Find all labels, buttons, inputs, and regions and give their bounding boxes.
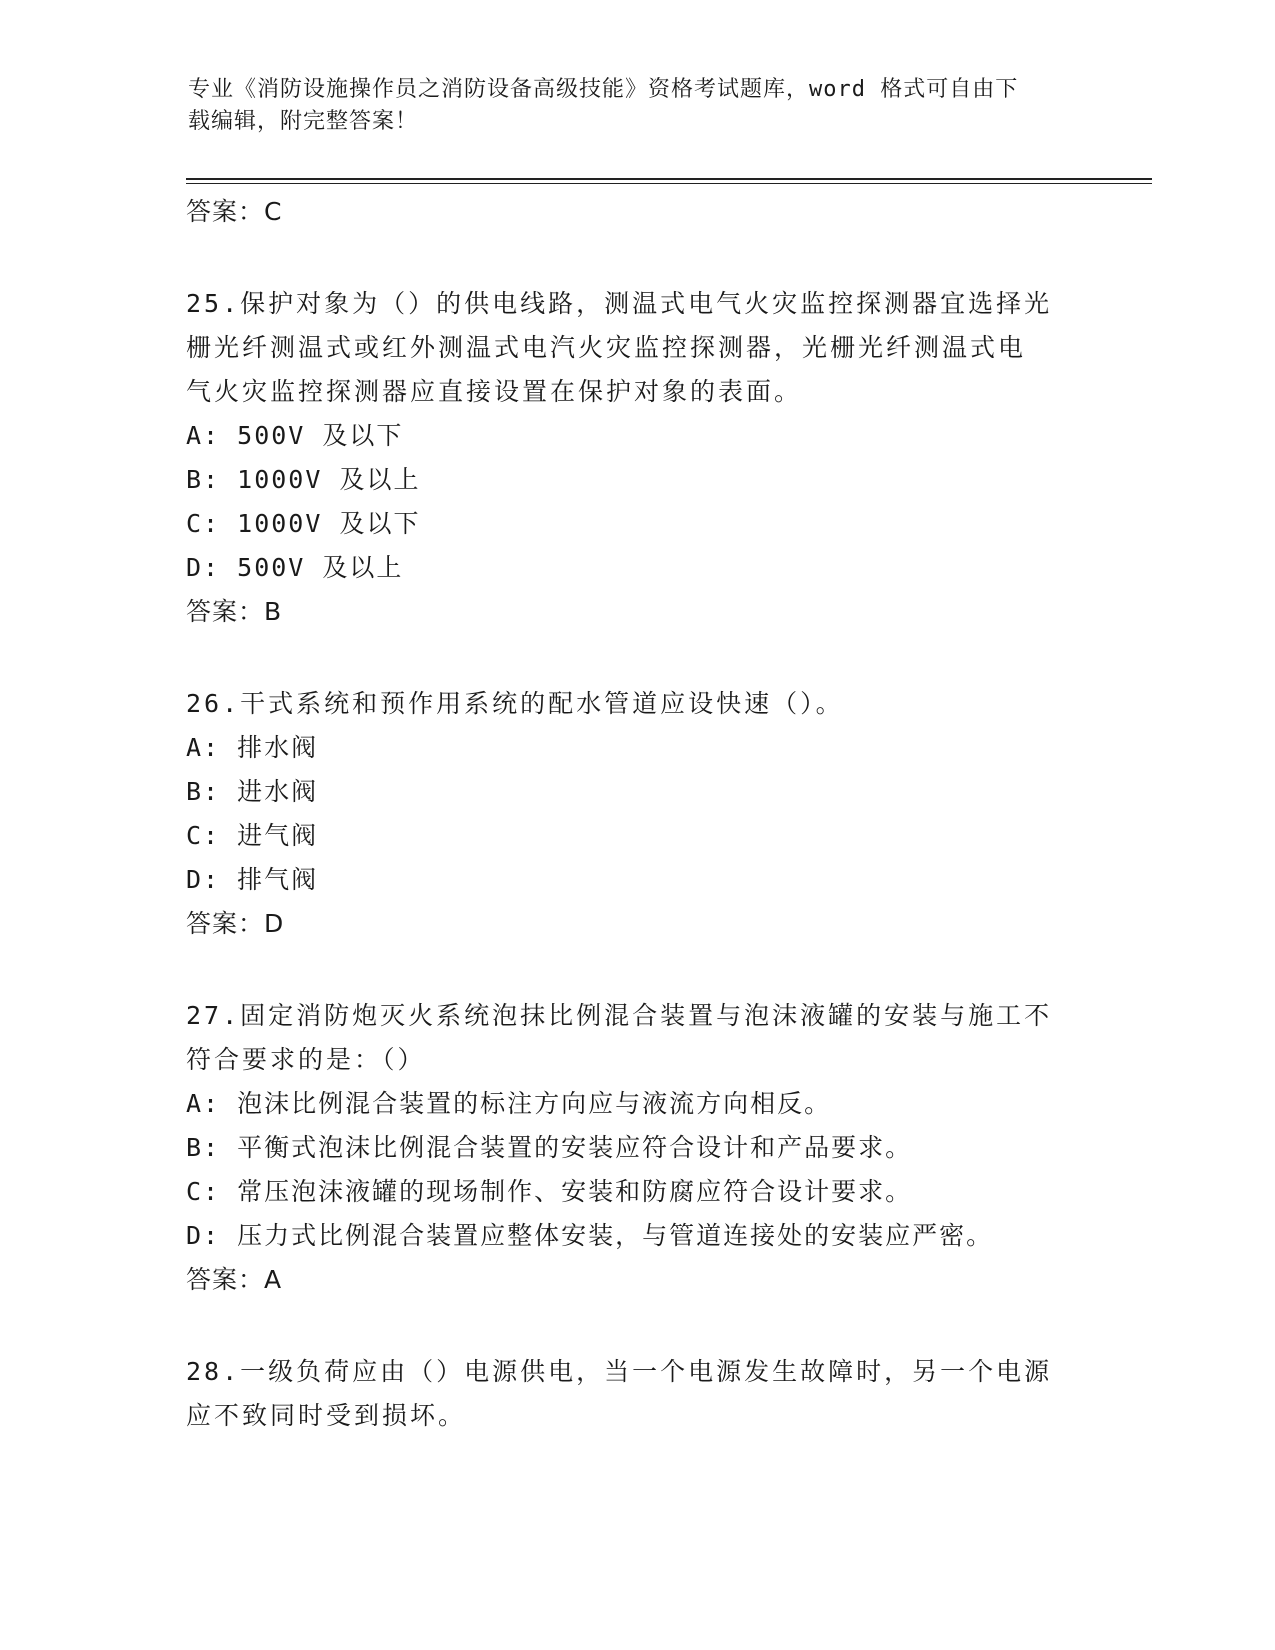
option-a: A: 500V 及以下 xyxy=(186,421,404,450)
stem-line: 应不致同时受到损坏。 xyxy=(186,1401,467,1430)
stem-line: 栅光纤测温式或红外测温式电汽火灾监控探测器，光栅光纤测温式电 xyxy=(186,333,1027,362)
option-d: D: 压力式比例混合装置应整体安装，与管道连接处的安装应严密。 xyxy=(186,1221,994,1250)
question-stem xyxy=(186,282,1086,414)
question-26 xyxy=(186,682,1086,946)
spacer xyxy=(186,234,1086,282)
option-b: B: 1000V 及以上 xyxy=(186,465,421,494)
stem-line: 27.固定消防炮灭火系统泡抹比例混合装置与泡沫液罐的安装与施工不 xyxy=(186,1001,1053,1030)
spacer xyxy=(186,946,1086,994)
option-c: C: 常压泡沫液罐的现场制作、安装和防腐应符合设计要求。 xyxy=(186,1177,913,1206)
answer: 答案：A xyxy=(186,1265,283,1294)
option-a: A: 泡沫比例混合装置的标注方向应与液流方向相反。 xyxy=(186,1089,832,1118)
option-b: B: 进水阀 xyxy=(186,777,319,806)
answer: 答案：B xyxy=(186,597,283,626)
stem-line: 28.一级负荷应由（）电源供电，当一个电源发生故障时，另一个电源 xyxy=(186,1357,1053,1386)
question-list xyxy=(186,190,1086,1438)
question-stem xyxy=(186,1350,1086,1438)
option-b: B: 平衡式泡沫比例混合装置的安装应符合设计和产品要求。 xyxy=(186,1133,913,1162)
question-27 xyxy=(186,994,1086,1302)
question-stem xyxy=(186,682,1086,726)
option-c: C: 1000V 及以下 xyxy=(186,509,421,538)
header-line-2: 载编辑，附完整答案！ xyxy=(188,109,419,134)
stem-line: 气火灾监控探测器应直接设置在保护对象的表面。 xyxy=(186,377,803,406)
stem-line: 26.干式系统和预作用系统的配水管道应设快速（）。 xyxy=(186,689,844,718)
option-c: C: 进气阀 xyxy=(186,821,319,850)
header-rule-thin xyxy=(186,183,1152,184)
stem-line: 符合要求的是：（） xyxy=(186,1045,426,1074)
header-rule-thick xyxy=(186,178,1152,180)
question-stem xyxy=(186,994,1086,1082)
header-line-1: 专业《消防设施操作员之消防设备高级技能》资格考试题库，word 格式可自由下 xyxy=(188,77,1019,102)
answer: 答案：D xyxy=(186,909,285,938)
option-d: D: 排气阀 xyxy=(186,865,319,894)
spacer xyxy=(186,1302,1086,1350)
option-d: D: 500V 及以上 xyxy=(186,553,404,582)
stem-line: 25.保护对象为（）的供电线路，测温式电气火灾监控探测器宜选择光 xyxy=(186,289,1053,318)
question-28 xyxy=(186,1350,1086,1438)
spacer xyxy=(186,634,1086,682)
document-header xyxy=(188,74,1088,138)
question-25 xyxy=(186,282,1086,634)
answer-prev: 答案：C xyxy=(186,197,283,226)
option-a: A: 排水阀 xyxy=(186,733,319,762)
